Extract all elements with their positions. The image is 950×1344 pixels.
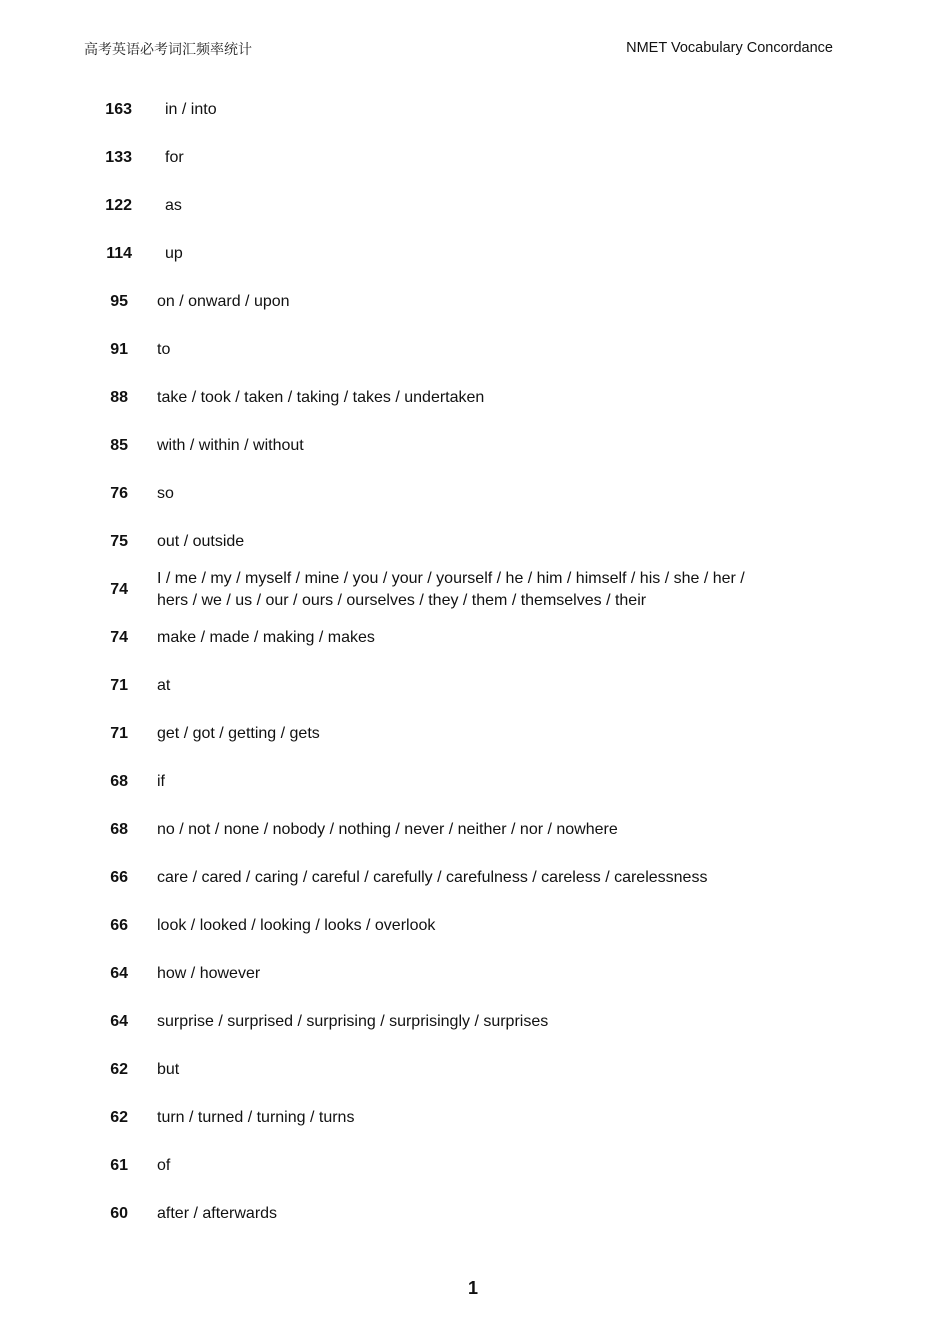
list-item bbox=[0, 1190, 950, 1238]
frequency-count: 68 bbox=[110, 821, 128, 838]
word-forms: to bbox=[157, 341, 171, 358]
word-forms: look / looked / looking / looks / overlook bbox=[157, 917, 436, 934]
list-item bbox=[0, 1142, 950, 1190]
frequency-count: 91 bbox=[110, 341, 128, 358]
list-item bbox=[0, 182, 950, 230]
frequency-count: 66 bbox=[110, 869, 128, 886]
list-item bbox=[0, 134, 950, 182]
header-right-title: NMET Vocabulary Concordance bbox=[626, 40, 833, 56]
list-item bbox=[0, 806, 950, 854]
frequency-count: 74 bbox=[110, 629, 128, 646]
word-forms: turn / turned / turning / turns bbox=[157, 1109, 355, 1126]
list-item bbox=[0, 950, 950, 998]
word-forms: after / afterwards bbox=[157, 1205, 278, 1222]
list-item bbox=[0, 1094, 950, 1142]
frequency-count: 61 bbox=[110, 1157, 128, 1174]
word-forms: surprise / surprised / surprising / surprisingly / surprises bbox=[157, 1013, 549, 1030]
frequency-count: 114 bbox=[106, 245, 132, 262]
word-forms: out / outside bbox=[157, 533, 245, 550]
list-item bbox=[0, 998, 950, 1046]
list-item bbox=[0, 326, 950, 374]
frequency-count: 85 bbox=[110, 437, 128, 454]
frequency-count: 74 bbox=[110, 581, 128, 598]
frequency-count: 163 bbox=[105, 101, 132, 118]
list-item bbox=[0, 710, 950, 758]
list-item bbox=[0, 518, 950, 566]
list-item bbox=[0, 662, 950, 710]
word-forms: so bbox=[157, 485, 174, 502]
word-forms: care / cared / caring / careful / carefully / carefulness / careless / carelessness bbox=[157, 869, 708, 886]
word-frequency-list bbox=[0, 86, 950, 1238]
list-item bbox=[0, 614, 950, 662]
list-item bbox=[0, 470, 950, 518]
header-left-title: 高考英语必考词汇频率统计 bbox=[84, 42, 252, 58]
frequency-count: 60 bbox=[110, 1205, 128, 1222]
word-forms: at bbox=[157, 677, 171, 694]
list-item bbox=[0, 566, 950, 614]
frequency-count: 68 bbox=[110, 773, 128, 790]
frequency-count: 62 bbox=[110, 1109, 128, 1126]
word-forms: of bbox=[157, 1157, 171, 1174]
frequency-count: 88 bbox=[110, 389, 128, 406]
frequency-count: 133 bbox=[105, 149, 132, 166]
word-forms: make / made / making / makes bbox=[157, 629, 375, 646]
list-item bbox=[0, 854, 950, 902]
page-number: 1 bbox=[467, 1278, 478, 1298]
list-item bbox=[0, 278, 950, 326]
list-item bbox=[0, 374, 950, 422]
word-forms: if bbox=[157, 773, 165, 790]
frequency-count: 75 bbox=[110, 533, 128, 550]
frequency-count: 76 bbox=[110, 485, 128, 502]
frequency-count: 64 bbox=[110, 1013, 128, 1030]
word-forms: get / got / getting / gets bbox=[157, 725, 320, 742]
word-forms: as bbox=[165, 197, 182, 214]
frequency-count: 95 bbox=[110, 293, 128, 310]
list-item bbox=[0, 230, 950, 278]
word-forms: on / onward / upon bbox=[157, 293, 290, 310]
frequency-count: 122 bbox=[105, 197, 132, 214]
list-item bbox=[0, 758, 950, 806]
word-forms: for bbox=[165, 149, 184, 166]
word-forms: up bbox=[165, 245, 183, 262]
word-forms: in / into bbox=[165, 101, 217, 118]
list-item bbox=[0, 422, 950, 470]
frequency-count: 71 bbox=[110, 677, 128, 694]
list-item bbox=[0, 902, 950, 950]
word-forms: with / within / without bbox=[157, 437, 304, 454]
word-forms: how / however bbox=[157, 965, 261, 982]
frequency-count: 64 bbox=[110, 965, 128, 982]
word-forms: no / not / none / nobody / nothing / never / neither / nor / nowhere bbox=[157, 821, 618, 838]
list-item bbox=[0, 86, 950, 134]
word-forms: take / took / taken / taking / takes / undertaken bbox=[157, 389, 485, 406]
frequency-count: 71 bbox=[110, 725, 128, 742]
frequency-count: 66 bbox=[110, 917, 128, 934]
word-forms: I / me / my / myself / mine / you / your / yourself / he / him / himself / his / she / her / hers / we / us / our / ours / ourselves / they / them / themselves / their bbox=[157, 570, 745, 609]
frequency-count: 62 bbox=[110, 1061, 128, 1078]
list-item bbox=[0, 1046, 950, 1094]
word-forms: but bbox=[157, 1061, 180, 1078]
